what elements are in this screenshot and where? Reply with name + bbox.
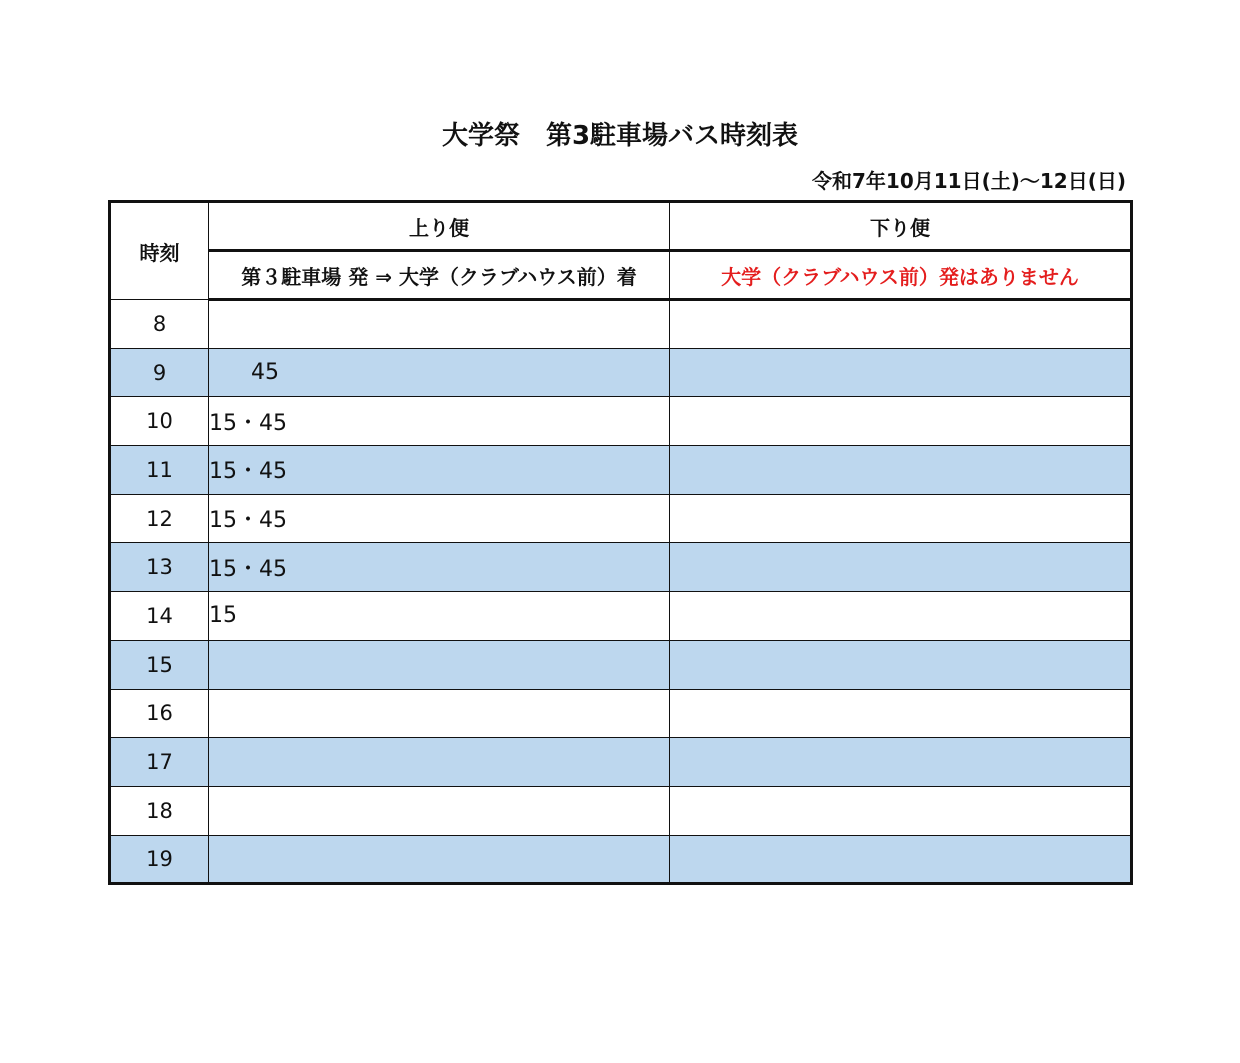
up-departures-cell xyxy=(209,640,670,689)
down-departures-cell xyxy=(670,397,1132,446)
hour-cell: 11 xyxy=(110,446,209,495)
down-departures-cell xyxy=(670,543,1132,592)
up-departures-cell: 15 xyxy=(209,592,670,641)
down-departures-cell xyxy=(670,738,1132,787)
hour-cell: 9 xyxy=(110,348,209,397)
up-service-header: 上り便 xyxy=(209,202,670,251)
down-departures-cell xyxy=(670,640,1132,689)
up-departures-cell: 15・45 xyxy=(209,397,670,446)
down-departures-cell xyxy=(670,348,1132,397)
timetable-row xyxy=(110,494,1132,543)
timetable-row xyxy=(110,300,1132,349)
hour-cell: 15 xyxy=(110,640,209,689)
hour-cell: 18 xyxy=(110,786,209,835)
down-departures-cell xyxy=(670,689,1132,738)
timetable-row xyxy=(110,543,1132,592)
event-date: 令和7年10月11日(土)〜12日(日) xyxy=(812,169,1126,193)
timetable-row xyxy=(110,786,1132,835)
up-route-label: 第３駐車場 発 ⇒ 大学（クラブハウス前）着 xyxy=(209,251,670,300)
timetable-row xyxy=(110,835,1132,884)
hour-cell: 16 xyxy=(110,689,209,738)
down-departures-cell xyxy=(670,446,1132,495)
timetable-row xyxy=(110,348,1132,397)
down-service-header: 下り便 xyxy=(670,202,1132,251)
down-departures-cell xyxy=(670,300,1132,349)
timetable-row xyxy=(110,397,1132,446)
down-route-notice: 大学（クラブハウス前）発はありません xyxy=(670,251,1132,300)
up-departures-cell: 15・45 xyxy=(209,446,670,495)
up-departures-cell: 15・45 xyxy=(209,543,670,592)
bus-timetable xyxy=(108,200,1133,885)
up-departures-cell xyxy=(209,835,670,884)
up-departures-cell xyxy=(209,689,670,738)
hour-cell: 14 xyxy=(110,592,209,641)
hour-cell: 17 xyxy=(110,738,209,787)
hour-cell: 8 xyxy=(110,300,209,349)
time-column-header: 時刻 xyxy=(110,202,209,300)
page-title: 大学祭 第3駐車場バス時刻表 xyxy=(441,121,799,151)
down-departures-cell xyxy=(670,494,1132,543)
up-departures-cell xyxy=(209,786,670,835)
hour-cell: 12 xyxy=(110,494,209,543)
up-departures-cell: 15・45 xyxy=(209,494,670,543)
hour-cell: 19 xyxy=(110,835,209,884)
up-departures-cell xyxy=(209,300,670,349)
hour-cell: 13 xyxy=(110,543,209,592)
timetable-row xyxy=(110,592,1132,641)
hour-cell: 10 xyxy=(110,397,209,446)
down-departures-cell xyxy=(670,835,1132,884)
up-departures-cell xyxy=(209,738,670,787)
timetable-row xyxy=(110,689,1132,738)
up-departures-cell: 45 xyxy=(209,348,670,397)
down-departures-cell xyxy=(670,592,1132,641)
timetable-row xyxy=(110,640,1132,689)
down-departures-cell xyxy=(670,786,1132,835)
timetable-row xyxy=(110,446,1132,495)
timetable-row xyxy=(110,738,1132,787)
